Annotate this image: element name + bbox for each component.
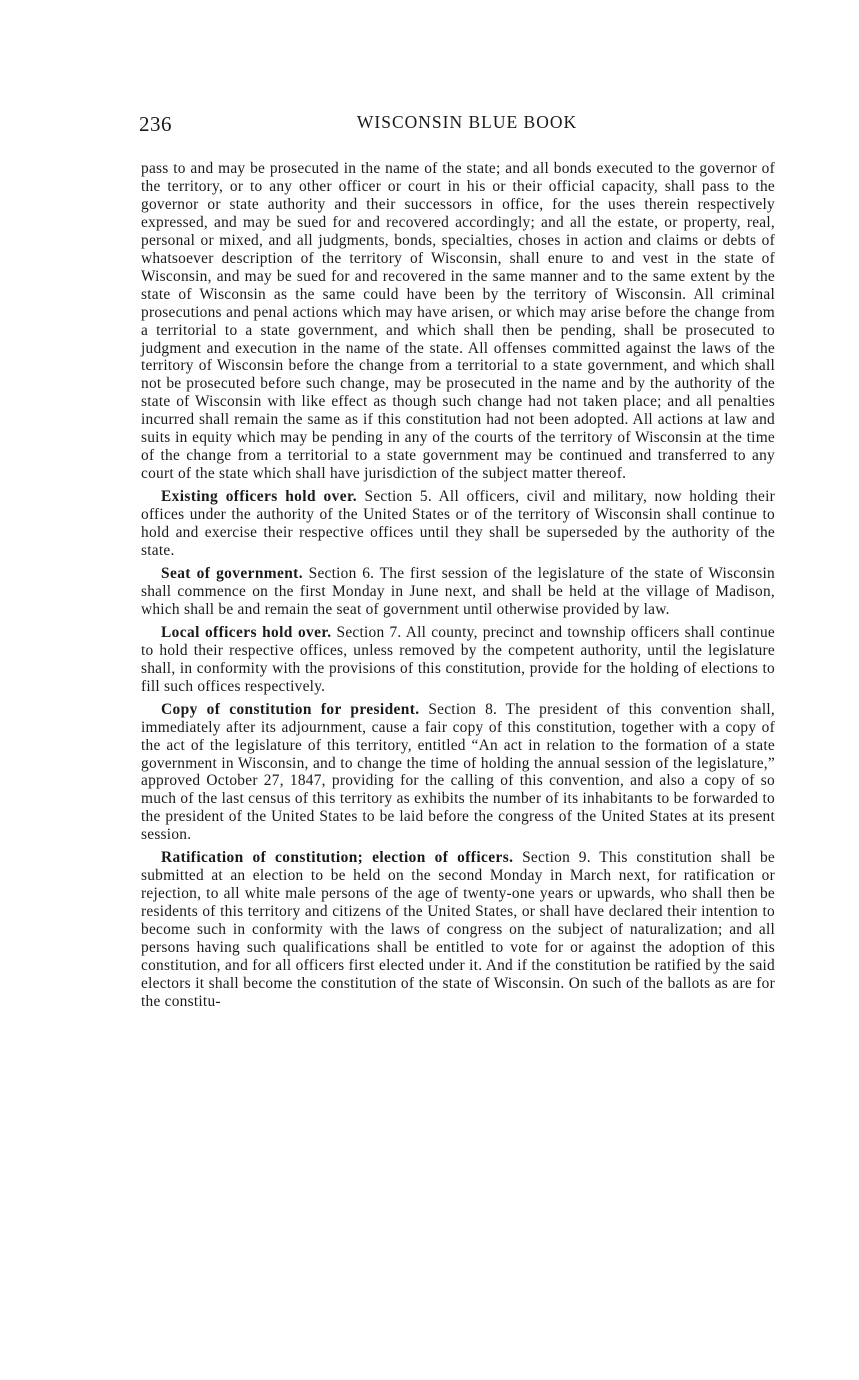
section-7-text: Section 7. All county, precinct and township officers shall continue to hold their respective offices, unless removed by the competent authority, until the legislature shall, in conformity with the provisions of this constitution, provide for the holding of elections to fill such offices respectively. xyxy=(141,623,775,695)
page-number: 236 xyxy=(139,112,172,136)
running-title: WISCONSIN BLUE BOOK xyxy=(356,112,578,132)
section-heading-seat-of-government: Seat of government. xyxy=(161,564,303,582)
section-heading-local-officers: Local officers hold over. xyxy=(161,623,332,641)
paragraph-continued-text xyxy=(141,160,775,483)
section-6-paragraph xyxy=(141,565,775,619)
section-5-text: Section 5. All officers, civil and military, now holding their offices under the authority of the United States or of the territory of Wisconsin shall continue to hold and exercise their respective offices until they shall be superseded by the authority of the state. xyxy=(141,488,775,560)
section-8-paragraph xyxy=(141,701,775,845)
section-5-paragraph xyxy=(141,488,775,560)
section-9-paragraph xyxy=(141,849,775,1011)
section-heading-copy-of-constitution: Copy of constitution for president. xyxy=(161,700,420,718)
section-9-text: Section 9. This constitution shall be submitted at an election to be held on the second Monday in March next, for ratification or rejection, to all white male persons of the age of twenty-one years or upwards, who shall then be residents of this territory and citizens of the United States, or shall have declared their intention to become such in conformity with the laws of congress on the subject of naturalization; and all persons having such qualifications shall be entitled to vote for or against the adoption of this constitution, and for all officers first elected under it. And if the constitution be ratified by the said electors it shall become the constitution of the state of Wisconsin. On such of the ballots as are for the constitu- xyxy=(141,849,775,1010)
page-header xyxy=(139,112,779,140)
section-6-text: Section 6. The first session of the legislature of the state of Wisconsin shall commence on the first Monday in June next, and shall be held at the village of Madison, which shall be and remain the seat of government until otherwise provided by law. xyxy=(141,564,775,618)
section-heading-ratification: Ratification of constitution; election of officers. xyxy=(161,849,514,867)
section-7-paragraph xyxy=(141,624,775,696)
section-heading-existing-officers: Existing officers hold over. xyxy=(161,488,358,506)
paragraph-text: pass to and may be prosecuted in the name of the state; and all bonds executed to the governor of the territory, or to any other officer or court in his or their official capacity, shall pass to the governor or state authority and their successors in office, for the uses therein respectively expressed, and may be sued for and recovered accordingly; and all the estate, or property, real, personal or mixed, and all judgments, bonds, specialties, choses in action and claims or debts of whatsoever description of the territory of Wisconsin, shall enure to and vest in the state of Wisconsin, and may be sued for and recovered in the same manner and to the same extent by the state of Wisconsin as the same could have been by the territory of Wisconsin. All criminal prosecutions and penal actions which may have arisen, or which may arise before the change from a territorial to a state government, and which shall then be pending, shall be prosecuted to judgment and execution in the name of the state. All offenses committed against the laws of the territory of Wisconsin before the change from a territorial to a state government, and which shall not be prosecuted before such change, may be prosecuted in the name and by the authority of the state of Wisconsin with like effect as though such change had not taken place; and all penalties incurred shall remain the same as if this constitution had not been adopted. All actions at law and suits in equity which may be pending in any of the courts of the territory of Wisconsin at the time of the change from a territorial to a state government may be continued and transferred to any court of the state which shall have jurisdiction of the subject matter thereof. xyxy=(141,160,775,483)
section-8-text: Section 8. The president of this convention shall, immediately after its adjournment, cause a fair copy of this constitution, together with a copy of the act of the legislature of this territory, entitled “An act in relation to the formation of a state government in Wisconsin, and to change the time of holding the annual session of the legislature,” approved October 27, 1847, providing for the calling of this convention, and also a copy of so much of the last census of this territory as exhibits the number of its inhabitants to be forwarded to the president of the United States to be laid before the congress of the United States at its present session. xyxy=(141,700,775,844)
body-text xyxy=(141,160,775,1016)
